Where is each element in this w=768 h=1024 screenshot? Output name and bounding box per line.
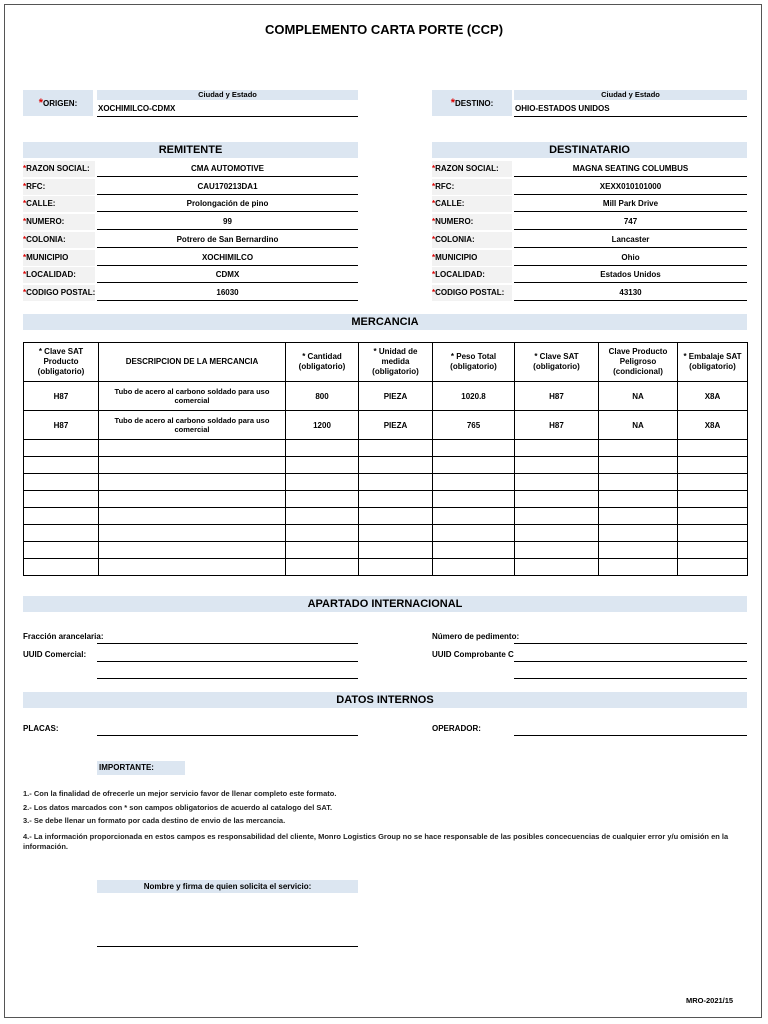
table-cell-empty[interactable] bbox=[599, 542, 678, 559]
table-cell-empty[interactable] bbox=[433, 474, 515, 491]
uuid-comprobante-input[interactable] bbox=[514, 661, 747, 662]
remitente-field-label: RFC: bbox=[26, 181, 46, 191]
remitente-field-label-box bbox=[23, 214, 95, 230]
table-cell-empty[interactable] bbox=[359, 525, 433, 542]
table-cell[interactable]: 1200 bbox=[286, 411, 359, 440]
table-cell-empty[interactable] bbox=[678, 542, 748, 559]
table-row-empty bbox=[24, 542, 748, 559]
table-cell[interactable]: NA bbox=[599, 411, 678, 440]
pedimento-label: Número de pedimento: bbox=[432, 632, 520, 641]
table-cell-empty[interactable] bbox=[286, 440, 359, 457]
table-cell[interactable]: 1020.8 bbox=[433, 382, 515, 411]
destinatario-field-label-box bbox=[432, 285, 512, 301]
mercancia-header-row bbox=[24, 343, 748, 382]
uuid-comprobante-label: UUID Comprobante C bbox=[432, 650, 514, 659]
destinatario-field-label-box bbox=[432, 196, 512, 212]
pedimento-input[interactable] bbox=[514, 643, 747, 644]
required-marker: * bbox=[432, 270, 436, 280]
destinatario-field-value[interactable]: 747 bbox=[623, 217, 638, 227]
table-cell-empty[interactable] bbox=[99, 491, 286, 508]
page-title: COMPLEMENTO CARTA PORTE (CCP) bbox=[264, 22, 504, 37]
destinatario-field-label: RAZON SOCIAL: bbox=[435, 164, 499, 173]
remitente-field-label-box bbox=[23, 161, 95, 177]
table-cell-empty[interactable] bbox=[24, 508, 99, 525]
destinatario-field-label: CODIGO POSTAL: bbox=[435, 287, 505, 297]
table-cell[interactable]: PIEZA bbox=[359, 382, 433, 411]
table-cell-empty[interactable] bbox=[24, 559, 99, 576]
required-marker: * bbox=[432, 217, 436, 227]
table-row-empty bbox=[24, 559, 748, 576]
required-marker: * bbox=[23, 217, 27, 227]
table-cell-empty[interactable] bbox=[24, 440, 99, 457]
required-marker: * bbox=[432, 164, 436, 173]
table-cell-empty[interactable] bbox=[599, 508, 678, 525]
remitente-field-underline bbox=[97, 176, 358, 177]
required-marker: * bbox=[23, 270, 27, 280]
required-marker: * bbox=[23, 164, 27, 173]
destinatario-field-label: MUNICIPIO bbox=[435, 252, 478, 262]
uuid-comercial-label: UUID Comercial: bbox=[23, 650, 87, 659]
table-cell-empty[interactable] bbox=[359, 542, 433, 559]
table-cell-empty[interactable] bbox=[515, 508, 599, 525]
table-cell-empty[interactable] bbox=[24, 542, 99, 559]
table-cell-empty[interactable] bbox=[599, 440, 678, 457]
table-cell-empty[interactable] bbox=[359, 474, 433, 491]
remitente-field-value[interactable]: Potrero de San Bernardino bbox=[176, 234, 279, 244]
destinatario-field-label: NUMERO: bbox=[435, 217, 474, 227]
uuid-comprobante-input-2[interactable] bbox=[514, 678, 747, 679]
required-marker: * bbox=[432, 199, 436, 209]
importante-label: IMPORTANTE: bbox=[97, 761, 185, 775]
table-cell[interactable]: Tubo de acero al carbono soldado para uso comercial bbox=[99, 411, 286, 440]
mercancia-col-header: * Clave SAT (obligatorio) bbox=[515, 343, 599, 382]
remitente-field-underline bbox=[97, 194, 358, 195]
mercancia-col-header: Clave Producto Peligroso (condicional) bbox=[599, 343, 678, 382]
required-marker: * bbox=[432, 181, 436, 191]
table-cell-empty[interactable] bbox=[678, 508, 748, 525]
uuid-comercial-input-2[interactable] bbox=[97, 678, 358, 679]
uuid-comercial-input[interactable] bbox=[97, 661, 358, 662]
table-cell-empty[interactable] bbox=[286, 457, 359, 474]
table-cell-empty[interactable] bbox=[515, 474, 599, 491]
destinatario-field-label-box bbox=[432, 250, 512, 266]
table-cell[interactable]: X8A bbox=[678, 382, 748, 411]
table-cell-empty[interactable] bbox=[286, 491, 359, 508]
destino-value[interactable]: OHIO-ESTADOS UNIDOS bbox=[515, 104, 610, 113]
required-marker: * bbox=[432, 234, 436, 244]
mercancia-col-header: DESCRIPCION DE LA MERCANCIA bbox=[99, 343, 286, 382]
destinatario-field-label-box bbox=[432, 214, 512, 230]
table-cell[interactable]: 765 bbox=[433, 411, 515, 440]
table-cell-empty[interactable] bbox=[599, 474, 678, 491]
table-row-empty bbox=[24, 457, 748, 474]
table-cell-empty[interactable] bbox=[286, 542, 359, 559]
table-cell-empty[interactable] bbox=[99, 542, 286, 559]
required-marker: * bbox=[23, 287, 27, 297]
mercancia-col-header: * Unidad de medida (obligatorio) bbox=[359, 343, 433, 382]
table-cell-empty[interactable] bbox=[286, 559, 359, 576]
table-cell-empty[interactable] bbox=[24, 457, 99, 474]
table-cell-empty[interactable] bbox=[99, 559, 286, 576]
required-marker: * bbox=[23, 181, 27, 191]
remitente-field-label: RAZON SOCIAL: bbox=[26, 164, 90, 173]
required-marker: * bbox=[432, 287, 436, 297]
table-cell-empty[interactable] bbox=[99, 508, 286, 525]
table-cell-empty[interactable] bbox=[433, 457, 515, 474]
table-cell-empty[interactable] bbox=[99, 474, 286, 491]
destinatario-field-label-box bbox=[432, 161, 512, 177]
remitente-field-label-box bbox=[23, 179, 95, 195]
table-cell[interactable]: H87 bbox=[515, 411, 599, 440]
table-cell[interactable]: NA bbox=[599, 382, 678, 411]
table-cell-empty[interactable] bbox=[359, 559, 433, 576]
fraccion-input[interactable] bbox=[97, 643, 358, 644]
mercancia-body bbox=[24, 382, 748, 576]
destinatario-field-label: CALLE: bbox=[435, 199, 465, 209]
table-cell-empty[interactable] bbox=[433, 508, 515, 525]
required-marker: * bbox=[23, 252, 27, 262]
table-cell-empty[interactable] bbox=[515, 491, 599, 508]
remitente-field-underline bbox=[97, 300, 358, 301]
table-cell-empty[interactable] bbox=[24, 491, 99, 508]
table-cell-empty[interactable] bbox=[286, 474, 359, 491]
destino-label: DESTINO: bbox=[455, 99, 494, 108]
destino-label-box: *DESTINO: bbox=[432, 90, 512, 116]
destinatario-title: DESTINATARIO bbox=[432, 142, 747, 158]
table-cell-empty[interactable] bbox=[678, 457, 748, 474]
placas-label: PLACAS: bbox=[23, 724, 59, 733]
remitente-field-value[interactable]: CDMX bbox=[215, 270, 240, 280]
destinatario-field-value[interactable]: Mill Park Drive bbox=[602, 199, 659, 209]
table-cell-empty[interactable] bbox=[515, 440, 599, 457]
destinatario-field-underline bbox=[514, 265, 747, 266]
destinatario-field-underline bbox=[514, 247, 747, 248]
note-2: 2.- Los datos marcados con * son campos obligatorios de acuerdo al catalogo del SAT. bbox=[23, 803, 333, 812]
table-cell[interactable]: H87 bbox=[515, 382, 599, 411]
placas-input[interactable] bbox=[97, 735, 358, 736]
table-cell-empty[interactable] bbox=[24, 525, 99, 542]
remitente-field-label: MUNICIPIO bbox=[26, 252, 69, 262]
origen-header: Ciudad y Estado bbox=[97, 90, 358, 100]
destinatario-field-underline bbox=[514, 211, 747, 212]
mercancia-title: MERCANCIA bbox=[23, 314, 747, 330]
mercancia-table bbox=[23, 342, 748, 576]
table-cell[interactable]: PIEZA bbox=[359, 411, 433, 440]
origen-underline bbox=[97, 116, 358, 117]
table-cell-empty[interactable] bbox=[515, 559, 599, 576]
origen-label: ORIGEN: bbox=[43, 99, 78, 108]
destino-underline bbox=[514, 116, 747, 117]
destinatario-field-value[interactable]: Lancaster bbox=[611, 234, 650, 244]
origen-label-box: *ORIGEN: bbox=[23, 90, 93, 116]
table-row bbox=[24, 411, 748, 440]
firma-line[interactable] bbox=[97, 946, 358, 947]
remitente-field-value[interactable]: Prolongación de pino bbox=[186, 199, 269, 209]
remitente-field-label-box bbox=[23, 285, 95, 301]
table-row-empty bbox=[24, 508, 748, 525]
required-marker: * bbox=[23, 234, 27, 244]
destinatario-field-underline bbox=[514, 229, 747, 230]
table-row-empty bbox=[24, 474, 748, 491]
remitente-field-value[interactable]: CMA AUTOMOTIVE bbox=[190, 164, 265, 173]
table-cell-empty[interactable] bbox=[286, 508, 359, 525]
remitente-field-underline bbox=[97, 229, 358, 230]
mercancia-col-header: * Embalaje SAT (obligatorio) bbox=[678, 343, 748, 382]
required-marker: * bbox=[432, 252, 436, 262]
remitente-field-label: CALLE: bbox=[26, 199, 56, 209]
operador-input[interactable] bbox=[514, 735, 747, 736]
destino-header: Ciudad y Estado bbox=[514, 90, 747, 100]
note-4: 4.- La información proporcionada en estos campos es responsabilidad del cliente, Monro Logistics Group no se hace responsable de las posibles concecuencias de cualquier error y/u omisión en la información. bbox=[23, 832, 729, 851]
destinatario-field-label-box bbox=[432, 267, 512, 283]
note-1: 1.- Con la finalidad de ofrecerle un mejor servicio favor de llenar completo este formato. bbox=[23, 789, 337, 798]
remitente-field-label: CODIGO POSTAL: bbox=[26, 287, 96, 297]
mercancia-col-header: * Peso Total (obligatorio) bbox=[433, 343, 515, 382]
table-cell-empty[interactable] bbox=[24, 474, 99, 491]
remitente-field-label-box bbox=[23, 196, 95, 212]
table-cell-empty[interactable] bbox=[599, 525, 678, 542]
table-cell-empty[interactable] bbox=[433, 525, 515, 542]
table-cell-empty[interactable] bbox=[359, 508, 433, 525]
destinatario-field-label: COLONIA: bbox=[435, 234, 475, 244]
internos-title: DATOS INTERNOS bbox=[23, 692, 747, 708]
origen-value[interactable]: XOCHIMILCO-CDMX bbox=[98, 104, 176, 113]
destinatario-field-label-box bbox=[432, 179, 512, 195]
destinatario-field-underline bbox=[514, 282, 747, 283]
table-cell-empty[interactable] bbox=[678, 559, 748, 576]
table-cell-empty[interactable] bbox=[99, 457, 286, 474]
table-cell-empty[interactable] bbox=[599, 559, 678, 576]
table-cell-empty[interactable] bbox=[678, 440, 748, 457]
table-cell-empty[interactable] bbox=[99, 525, 286, 542]
mercancia-col-header: * Cantidad (obligatorio) bbox=[286, 343, 359, 382]
table-cell-empty[interactable] bbox=[678, 474, 748, 491]
remitente-field-label: COLONIA: bbox=[26, 234, 66, 244]
operador-label: OPERADOR: bbox=[432, 724, 481, 733]
table-cell-empty[interactable] bbox=[433, 559, 515, 576]
table-cell-empty[interactable] bbox=[359, 491, 433, 508]
table-row-empty bbox=[24, 491, 748, 508]
remitente-field-value[interactable]: 99 bbox=[223, 217, 232, 227]
remitente-title: REMITENTE bbox=[23, 142, 358, 158]
remitente-field-underline bbox=[97, 211, 358, 212]
remitente-field-value[interactable]: XOCHIMILCO bbox=[201, 252, 254, 262]
destinatario-field-value[interactable]: MAGNA SEATING COLUMBUS bbox=[572, 164, 689, 173]
internacional-title: APARTADO INTERNACIONAL bbox=[23, 596, 747, 612]
remitente-field-underline bbox=[97, 282, 358, 283]
table-cell-empty[interactable] bbox=[359, 457, 433, 474]
destinatario-field-label: LOCALIDAD: bbox=[435, 270, 485, 280]
destinatario-field-label: RFC: bbox=[435, 181, 455, 191]
table-row-empty bbox=[24, 440, 748, 457]
table-cell-empty[interactable] bbox=[99, 440, 286, 457]
table-cell-empty[interactable] bbox=[678, 491, 748, 508]
table-cell-empty[interactable] bbox=[515, 525, 599, 542]
table-row-empty bbox=[24, 525, 748, 542]
table-cell[interactable]: Tubo de acero al carbono soldado para uso comercial bbox=[99, 382, 286, 411]
table-cell-empty[interactable] bbox=[433, 542, 515, 559]
remitente-field-value[interactable]: 16030 bbox=[216, 287, 239, 297]
table-cell[interactable]: H87 bbox=[24, 382, 99, 411]
table-cell-empty[interactable] bbox=[286, 525, 359, 542]
remitente-field-value[interactable]: CAU170213DA1 bbox=[197, 181, 258, 191]
remitente-field-label-box bbox=[23, 267, 95, 283]
destinatario-field-value[interactable]: Ohio bbox=[621, 252, 640, 262]
doc-code: MRO-2021/15 bbox=[686, 996, 734, 1005]
destinatario-field-label-box bbox=[432, 232, 512, 248]
destinatario-field-value[interactable]: XEXX010101000 bbox=[599, 181, 662, 191]
remitente-field-label: LOCALIDAD: bbox=[26, 270, 76, 280]
table-row bbox=[24, 382, 748, 411]
table-cell[interactable]: 800 bbox=[286, 382, 359, 411]
remitente-field-underline bbox=[97, 247, 358, 248]
table-cell-empty[interactable] bbox=[515, 457, 599, 474]
destinatario-field-underline bbox=[514, 176, 747, 177]
table-cell-empty[interactable] bbox=[678, 525, 748, 542]
required-marker: * bbox=[23, 199, 27, 209]
table-cell-empty[interactable] bbox=[433, 440, 515, 457]
table-cell-empty[interactable] bbox=[599, 457, 678, 474]
remitente-field-label-box bbox=[23, 250, 95, 266]
firma-label: Nombre y firma de quien solicita el servicio: bbox=[97, 880, 358, 893]
table-cell[interactable]: H87 bbox=[24, 411, 99, 440]
destinatario-field-value[interactable]: 43130 bbox=[619, 287, 642, 297]
table-cell-empty[interactable] bbox=[599, 491, 678, 508]
destinatario-field-value[interactable]: Estados Unidos bbox=[600, 270, 661, 280]
fraccion-label: Fracción arancelaria: bbox=[23, 632, 104, 641]
destinatario-field-underline bbox=[514, 300, 747, 301]
mercancia-col-header: * Clave SAT Producto (obligatorio) bbox=[24, 343, 99, 382]
remitente-field-underline bbox=[97, 265, 358, 266]
table-cell[interactable]: X8A bbox=[678, 411, 748, 440]
destinatario-field-underline bbox=[514, 194, 747, 195]
table-cell-empty[interactable] bbox=[433, 491, 515, 508]
remitente-field-label-box bbox=[23, 232, 95, 248]
remitente-field-label: NUMERO: bbox=[26, 217, 65, 227]
table-cell-empty[interactable] bbox=[359, 440, 433, 457]
note-3: 3.- Se debe llenar un formato por cada destino de envio de las mercancia. bbox=[23, 816, 286, 825]
table-cell-empty[interactable] bbox=[515, 542, 599, 559]
